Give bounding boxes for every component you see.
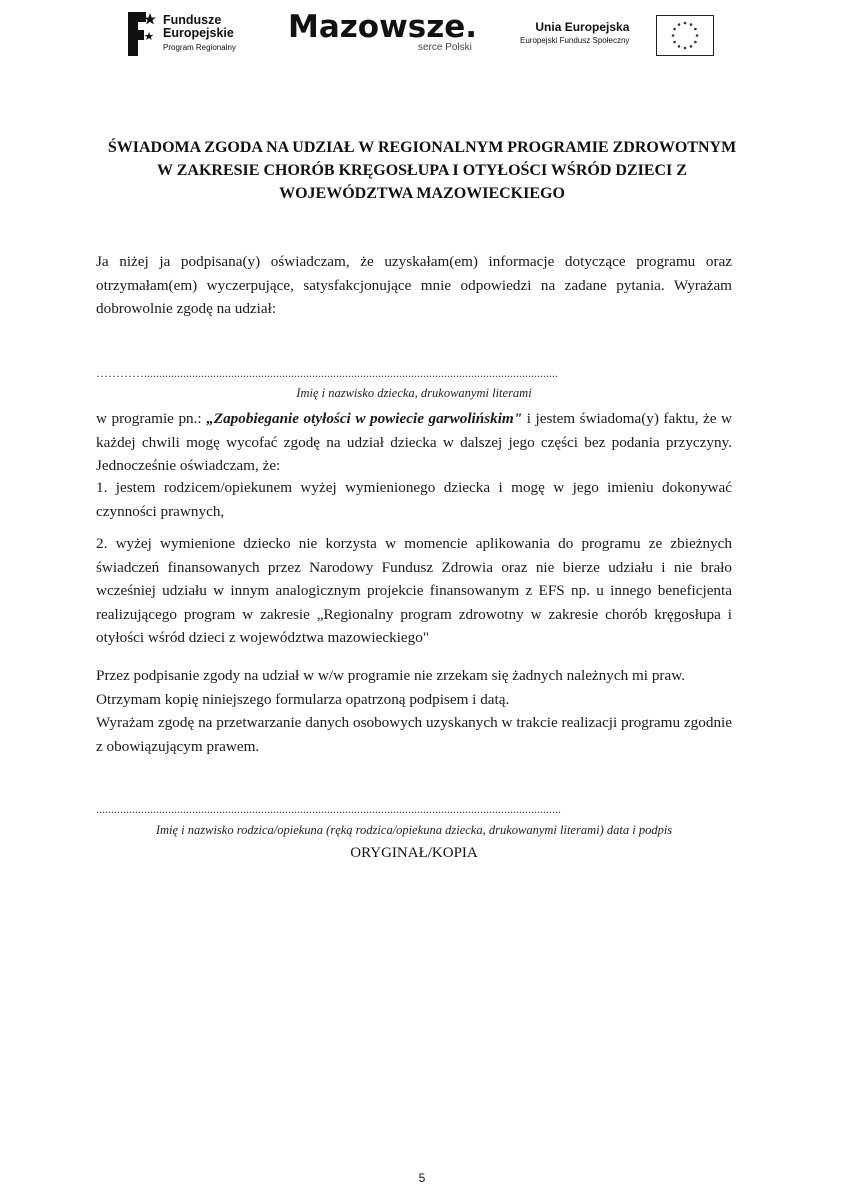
ue-subtitle: Europejski Fundusz Społeczny bbox=[520, 36, 630, 45]
eu-flag-icon bbox=[656, 15, 714, 56]
fundusze-line2: Europejskie bbox=[163, 26, 234, 40]
closing-line-3: Wyrażam zgodę na przetwarzanie danych osobowych uzyskanych w trakcie realizacji programu zgodnie z obowiązującym prawem. bbox=[96, 714, 732, 755]
closing-line-1: Przez podpisanie zgody na udział w w/w programie nie zrzekam się żadnych należnych mi praw. bbox=[96, 667, 685, 684]
child-name-field[interactable]: ………….......................................................................................................................................... bbox=[96, 366, 558, 380]
mazowsze-logo-text: Mazowsze. bbox=[288, 9, 478, 45]
signature-field[interactable]: ........................................................................................................................................................... bbox=[96, 802, 561, 816]
closing-statements bbox=[96, 664, 732, 758]
page-number: 5 bbox=[418, 1171, 426, 1185]
unia-europejska-text bbox=[520, 20, 629, 48]
fundusze-europejskie-text bbox=[163, 14, 236, 54]
signature-caption: Imię i nazwisko rodzica/opiekuna (ręką rodzica/opiekuna dziecka, drukowanymi literami) data i podpis bbox=[155, 823, 673, 837]
original-copy-label: ORYGINAŁ/KOPIA bbox=[350, 845, 478, 861]
program-name: „Zapobieganie otyłości w powiecie garwolińskim" bbox=[206, 410, 523, 427]
child-name-caption: Imię i nazwisko dziecka, drukowanymi literami bbox=[296, 386, 532, 400]
fundusze-line3: Program Regionalny bbox=[163, 43, 236, 52]
program-statement bbox=[96, 407, 732, 478]
mazowsze-tagline: serce Polski bbox=[418, 42, 472, 53]
closing-line-2: Otrzymam kopię niniejszego formularza opatrzoną podpisem i datą. bbox=[96, 690, 510, 708]
program-prefix: w programie pn.: bbox=[96, 410, 207, 427]
declaration-item-2: 2. wyżej wymienione dziecko nie korzysta w momencie aplikowania do programu ze zbieżnych świadczeń finansowanych przez Narodowy Fundusz Zdrowia oraz nie bierze udziału i nie brało wcześniej udziału w innym analogicznym projekcie finansowanym z EFS np. u innego beneficjenta realizującego program w zakresie „Regionalny program zdrowotny w zakresie chorób kręgosłupa i otyłości wśród dzieci z województwa mazowieckiego" bbox=[96, 535, 732, 646]
consent-intro: Ja niżej ja podpisana(y) oświadczam, że uzyskałam(em) informacje dotyczące programu oraz otrzymałam(em) wyczerpujące, satysfakcjonujące mnie odpowiedzi na zadane pytania. Wyrażam dobrowolnie zgodę na udział: bbox=[96, 253, 732, 317]
logo-bar bbox=[0, 0, 844, 70]
document-title: ŚWIADOMA ZGODA NA UDZIAŁ W REGIONALNYM PROGRAMIE ZDROWOTNYM W ZAKRESIE CHORÓB KRĘGOSŁUPA I OTYŁOŚCI WŚRÓD DZIECI Z WOJEWÓDZTWA MAZOWIECKIEGO bbox=[107, 139, 737, 202]
ue-title: Unia Europejska bbox=[535, 20, 630, 34]
program-suffix: i jestem świadoma(y) faktu, że w każdej chwili mogę wycofać zgodę na udział dziecka w dalszej jego części bez podania przyczyny. Jednocześnie oświadczam, że: bbox=[96, 410, 733, 474]
fundusze-europejskie-logo-icon bbox=[124, 10, 158, 58]
declaration-item-1: 1. jestem rodzicem/opiekunem wyżej wymienionego dziecka i mogę w jego imieniu dokonywać czynności prawnych, bbox=[96, 479, 732, 520]
fundusze-line1: Fundusze bbox=[163, 13, 222, 27]
